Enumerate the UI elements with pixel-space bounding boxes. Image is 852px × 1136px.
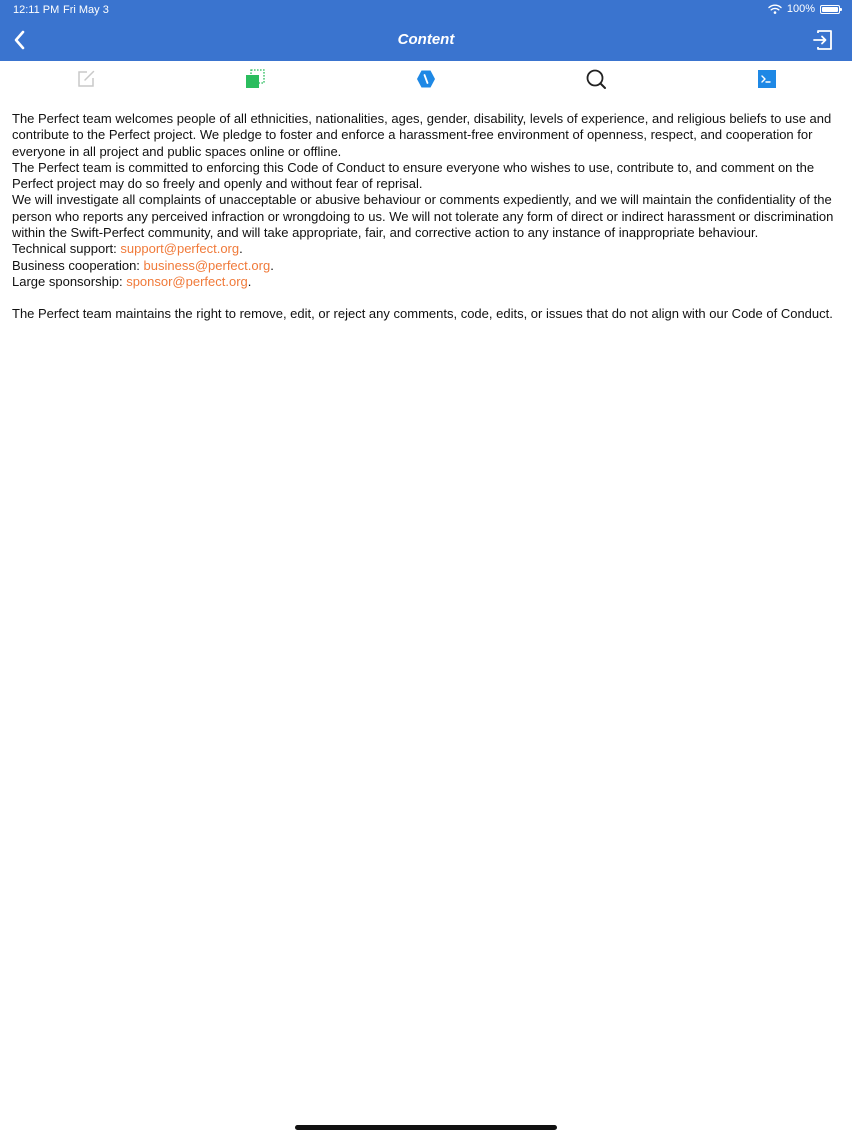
exit-button[interactable] [812,29,834,51]
content-paragraph-2: The Perfect team is committed to enforcing this Code of Conduct to ensure everyone who wishes to use, contribute to, and comment on the Perfect project may do so freely and openly and without fear of reprisal. [12,159,815,192]
terminal-icon [756,68,778,90]
contact-label: Technical support: [12,241,121,257]
battery-percentage: 100% [786,3,815,15]
edit-tool-button[interactable] [75,68,97,90]
contact-line-sponsorship [12,274,842,290]
navigation-bar [0,20,852,61]
content-paragraph-1: The Perfect team welcomes people of all ethnicities, nationalities, ages, gender, disability, levels of experience, and religious beliefs to use and contribute to the Perfect project. We pledge to foster and enforce a harassment-free environment of openness, respect, and cooperation for everyone in all project and public spaces online or offline. [12,111,832,159]
technical-support-email-link[interactable]: support@perfect.org [120,241,240,257]
exit-icon [812,29,834,51]
xcode-tool-button[interactable] [415,68,437,90]
back-button[interactable] [8,28,32,52]
contact-line-business [12,258,842,274]
contact-line-technical [12,241,842,257]
status-time: 12:11 PM [13,4,60,16]
contact-suffix: . [270,257,274,273]
toolbar [0,61,852,97]
xcode-icon [415,68,437,90]
page-title: Content [397,31,455,48]
contact-label: Business cooperation: [12,257,144,273]
search-icon [585,68,607,90]
wifi-icon [768,4,782,14]
select-area-tool-button[interactable] [244,68,266,90]
status-indicators [768,3,840,15]
business-cooperation-email-link[interactable]: business@perfect.org [143,257,271,273]
top-bar [0,0,852,61]
terminal-tool-button[interactable] [756,68,778,90]
chevron-left-icon [8,28,32,52]
contact-suffix: . [239,241,243,257]
paragraph-spacer [12,290,842,306]
contact-suffix: . [247,273,252,289]
content-closing: The Perfect team maintains the right to remove, edit, or reject any comments, code, edits, or issues that do not align with our Code of Conduct. [12,306,833,322]
status-date: Fri May 3 [63,4,109,16]
search-tool-button[interactable] [585,68,607,90]
select-area-icon [244,68,266,90]
contact-label: Large sponsorship: [12,273,127,289]
edit-icon [75,68,97,90]
content-body [12,111,842,323]
battery-icon [820,5,840,14]
content-paragraph-3: We will investigate all complaints of unacceptable or abusive behaviour or comments expediently, and we will maintain the confidentiality of the person who reports any perceived infraction or wrongdoing to us. We will not tolerate any form of direct or indirect harassment or discrimination within the Swift-Perfect community, and will take appropriate, fair, and corrective action to any instance of inappropriate behaviour. [12,192,834,241]
status-bar [0,0,852,20]
home-indicator[interactable] [295,1125,557,1130]
sponsorship-email-link[interactable]: sponsor@perfect.org [126,273,248,289]
